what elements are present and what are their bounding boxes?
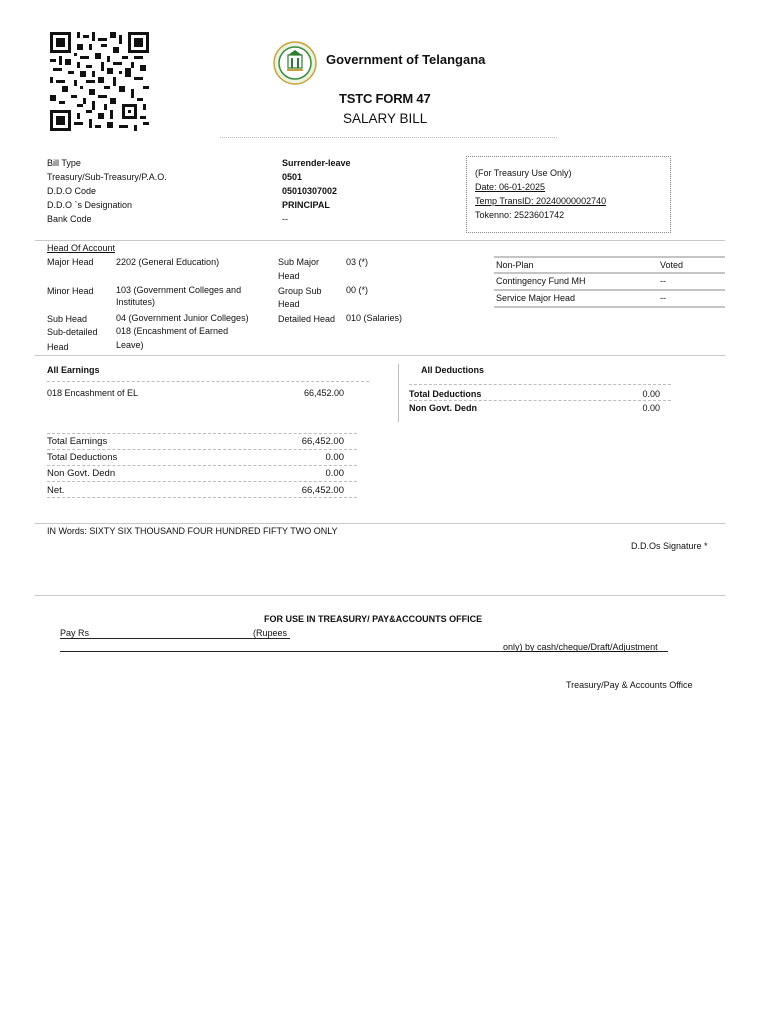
detailed-head-value: 010 (Salaries) (346, 313, 403, 323)
totals-divider (47, 497, 357, 498)
major-head-value: 2202 (General Education) (116, 257, 220, 267)
sub-head-value: 04 (Government Junior Colleges) (116, 313, 249, 323)
deduction-item-value: 0.00 (642, 389, 660, 399)
amount-in-words: IN Words: SIXTY SIX THOUSAND FOUR HUNDRED FIFTY TWO ONLY (47, 526, 338, 536)
ddo-code-label: D.D.O Code (47, 186, 97, 196)
ddo-code-value: 05010307002 (282, 186, 338, 196)
head-of-account-title: Head Of Account (47, 243, 116, 253)
non-govt-dedn-value: 0.00 (325, 468, 344, 479)
minor-head-value-line1: 103 (Government Colleges and (116, 285, 242, 295)
header-divider (220, 137, 557, 138)
sub-detailed-label-line2: Head (47, 342, 69, 352)
total-deductions-value: 0.00 (325, 452, 344, 463)
deductions-title: All Deductions (421, 365, 485, 375)
treasury-label: Treasury/Sub-Treasury/P.A.O. (47, 172, 167, 182)
deductions-divider (409, 400, 671, 401)
rupees-label: (Rupees (253, 628, 288, 638)
deduction-item-label: Total Deductions (409, 389, 482, 399)
plan-table-bottom-rule (494, 306, 725, 308)
plan-row-label: Non-Plan (496, 260, 534, 270)
net-label: Net. (47, 485, 65, 496)
bill-type-value: Surrender-leave (282, 158, 351, 168)
total-deductions-label: Total Deductions (47, 452, 118, 463)
sub-detailed-label-line1: Sub-detailed (47, 327, 98, 337)
plan-row-value: Voted (660, 260, 684, 270)
group-sub-label-line1: Group Sub (278, 286, 322, 296)
plan-table-top-rule (494, 256, 725, 258)
net-value: 66,452.00 (301, 485, 344, 496)
treasury-use-only: (For Treasury Use Only) (475, 168, 572, 178)
detailed-head-label: Detailed Head (278, 314, 336, 324)
temp-trans-id: Temp TransID: 20240000002740 (475, 196, 607, 206)
earnings-divider (47, 381, 369, 382)
total-earnings-value: 66,452.00 (301, 436, 344, 447)
qr-code (50, 31, 149, 132)
section-divider (35, 240, 725, 241)
totals-divider (47, 465, 357, 466)
plan-row-value: -- (660, 276, 666, 286)
sub-major-value: 03 (*) (346, 257, 369, 267)
bill-info-labels (47, 156, 167, 226)
sub-detailed-value-line1: 018 (Encashment of Earned (116, 326, 229, 336)
token-number: Tokenno: 2523601742 (475, 210, 565, 220)
deduction-item-value: 0.00 (642, 403, 660, 413)
section-divider (35, 355, 725, 356)
earning-item-value: 66,452.00 (303, 388, 344, 398)
treasury-section-title: FOR USE IN TREASURY/ PAY&ACCOUNTS OFFICE (264, 614, 483, 624)
earnings-title: All Earnings (47, 365, 100, 375)
group-sub-value: 00 (*) (346, 285, 369, 295)
deductions-divider (409, 384, 671, 385)
government-title: Government of Telangana (326, 52, 486, 67)
form-number: TSTC FORM 47 (339, 91, 431, 106)
bill-type-label: Bill Type (47, 158, 81, 168)
deduction-item-label: Non Govt. Dedn (409, 403, 477, 413)
form-title: SALARY BILL (343, 111, 428, 126)
totals-divider (47, 481, 357, 482)
plan-row-label: Contingency Fund MH (496, 276, 586, 286)
plan-table-rule (494, 272, 725, 274)
totals-divider (47, 449, 357, 450)
bill-info-values (282, 156, 351, 226)
bank-code-value: -- (282, 214, 288, 224)
plan-row-value: -- (660, 293, 666, 303)
plan-table-rule (494, 289, 725, 291)
ddo-signature: D.D.Os Signature * (631, 541, 708, 551)
totals-divider (47, 433, 357, 434)
non-govt-dedn-label: Non Govt. Dedn (47, 468, 116, 479)
ddo-designation-value: PRINCIPAL (282, 200, 330, 210)
telangana-emblem (273, 41, 317, 85)
major-head-label: Major Head (47, 257, 94, 267)
minor-head-label: Minor Head (47, 286, 94, 296)
section-divider (35, 595, 725, 596)
minor-head-value-line2: Institutes) (116, 297, 156, 307)
pay-rs-label: Pay Rs (60, 628, 90, 638)
treasury-box-content (475, 166, 606, 222)
treasury-date: Date: 06-01-2025 (475, 182, 546, 192)
treasury-value: 0501 (282, 172, 303, 182)
ddo-designation-label: D.D.O `s Designation (47, 200, 133, 210)
sub-major-label-line2: Head (278, 271, 300, 281)
treasury-office-signature: Treasury/Pay & Accounts Office (566, 680, 693, 690)
payment-mode-text: only) by cash/cheque/Draft/Adjustment (503, 642, 658, 652)
earnings-deductions-separator (398, 364, 399, 422)
sub-head-label: Sub Head (47, 314, 88, 324)
sub-detailed-value-line2: Leave) (116, 340, 144, 350)
plan-row-label: Service Major Head (496, 293, 576, 303)
sub-major-label-line1: Sub Major (278, 257, 320, 267)
bank-code-label: Bank Code (47, 214, 92, 224)
group-sub-label-line2: Head (278, 299, 300, 309)
total-earnings-label: Total Earnings (47, 436, 108, 447)
section-divider (35, 523, 725, 524)
earning-item-label: 018 Encashment of EL (47, 388, 139, 398)
